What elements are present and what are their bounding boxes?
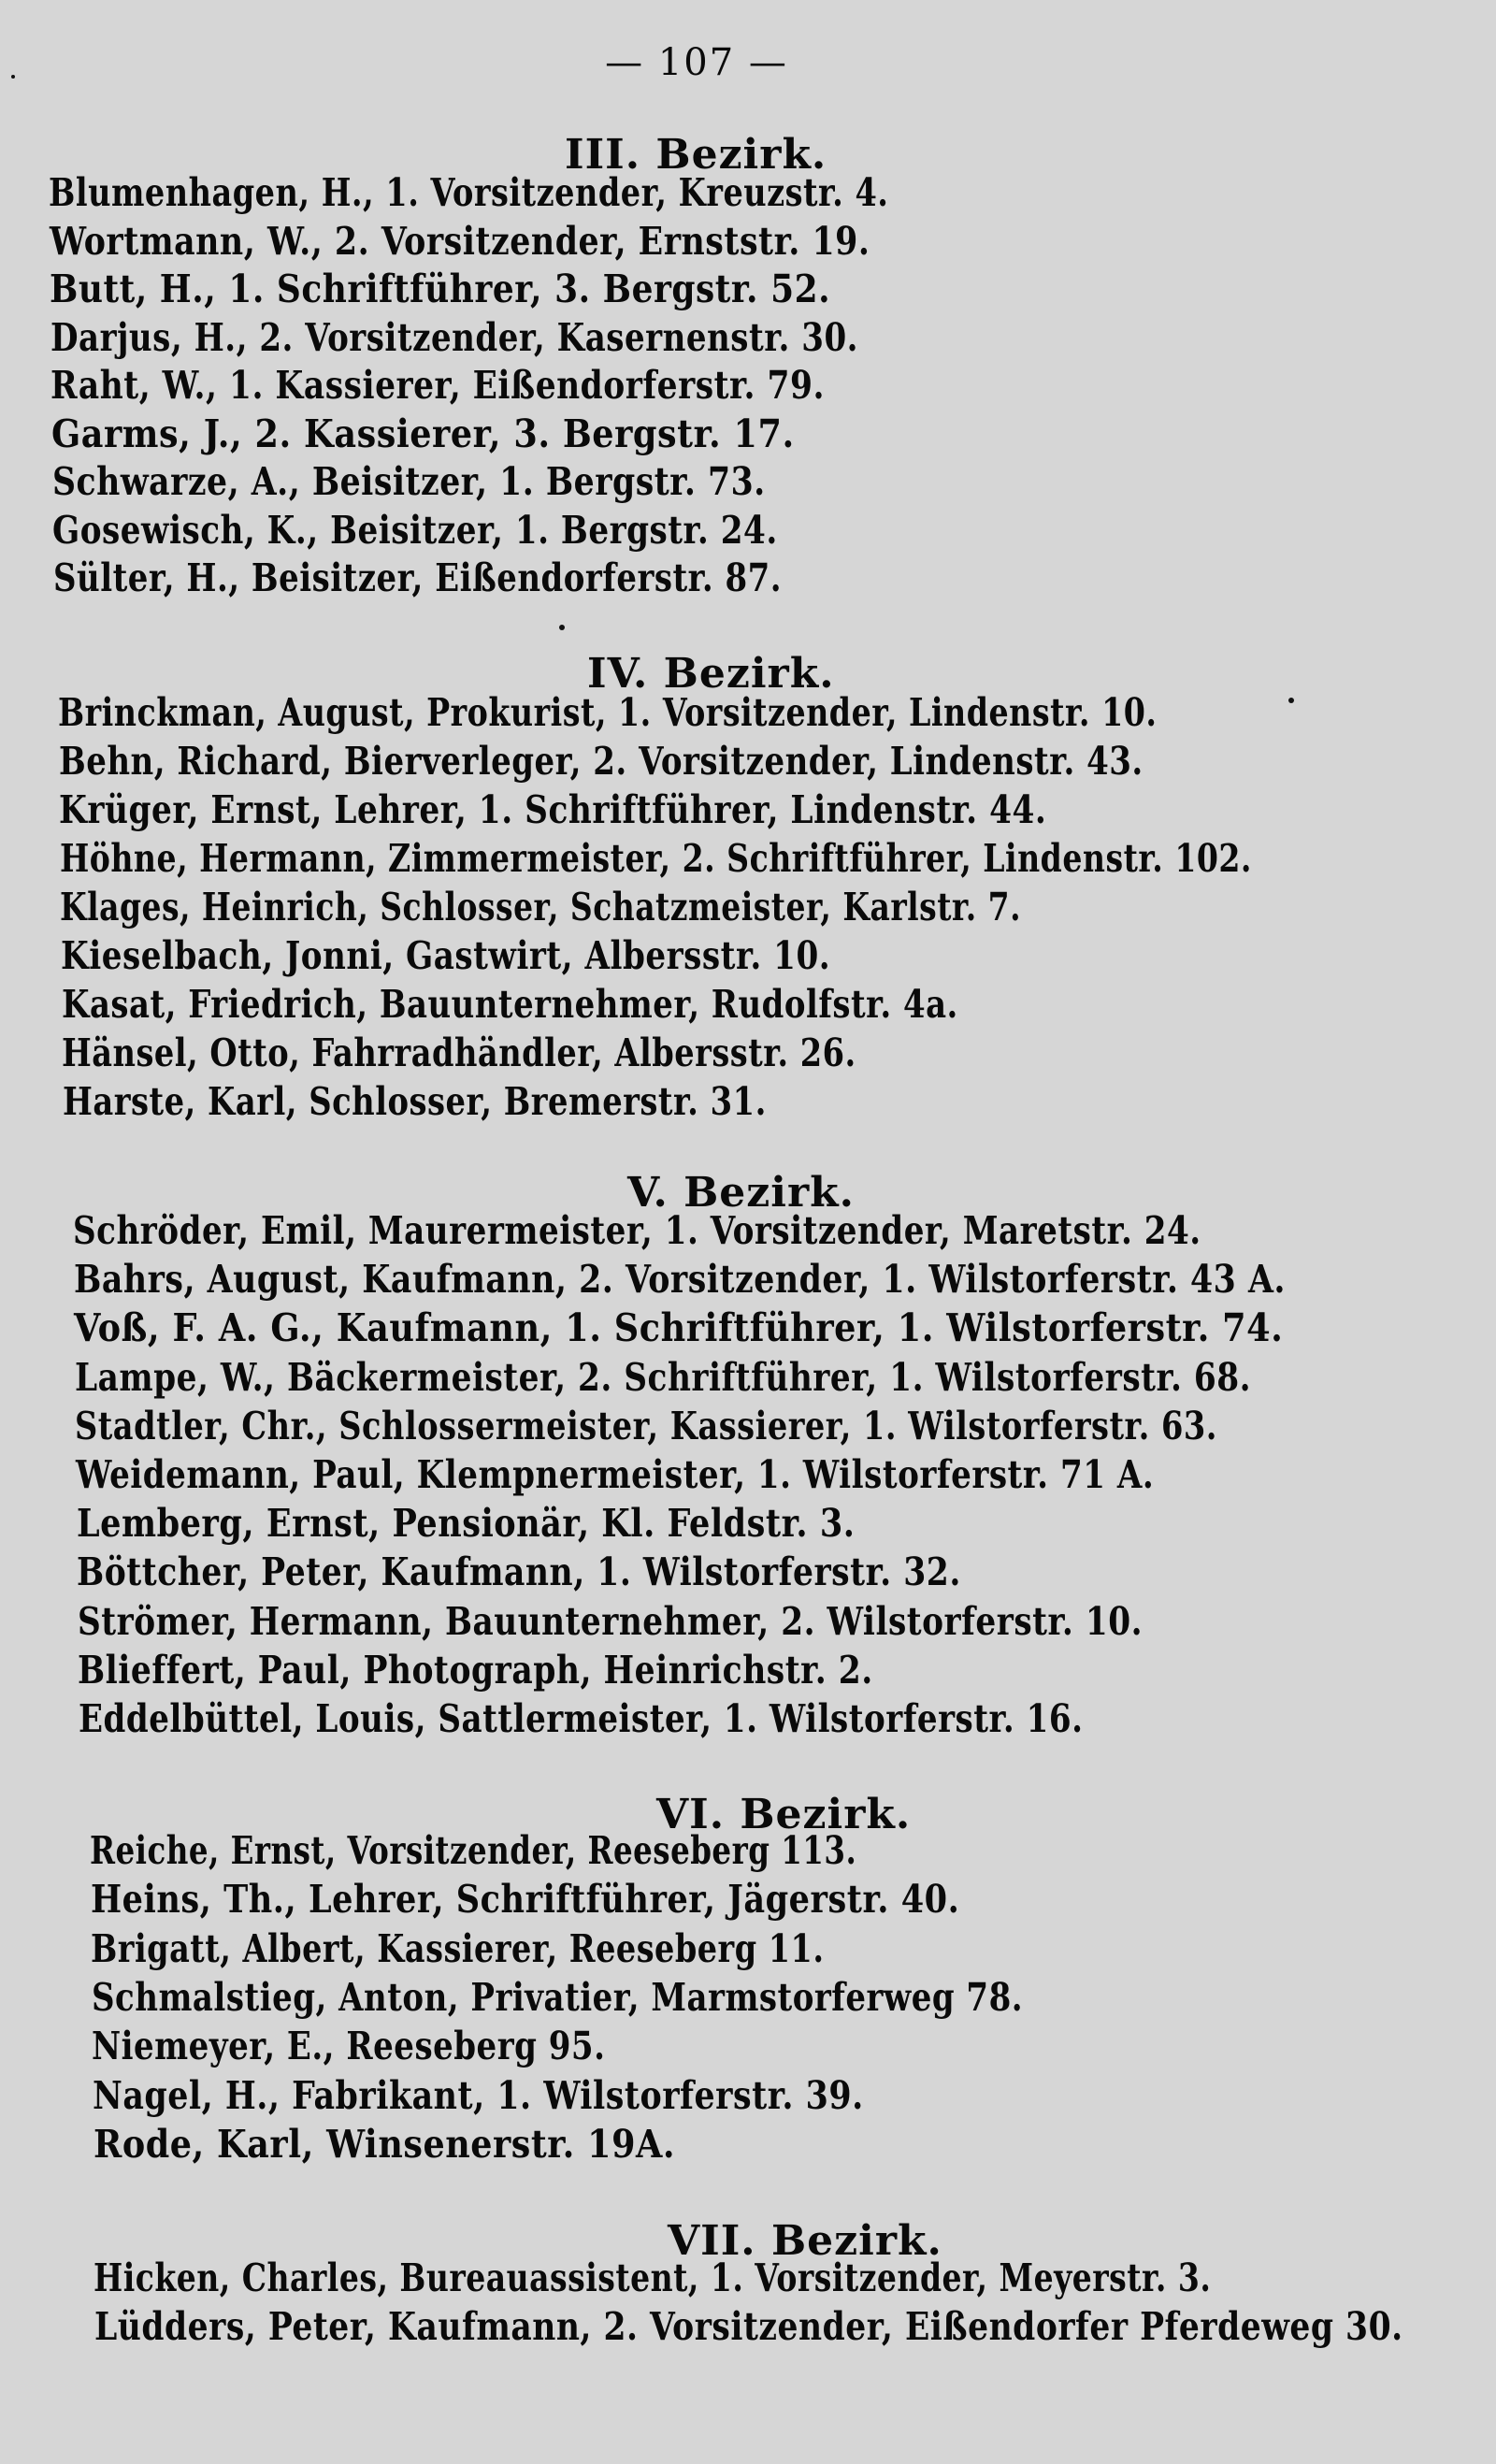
entry: Kasat, Friedrich, Bauunternehmer, Rudolfstr. 4a.: [61, 982, 958, 1027]
scan-speck: [1288, 698, 1294, 703]
entry: Harste, Karl, Schlosser, Bremerstr. 31.: [62, 1079, 767, 1124]
entry: Schröder, Emil, Maurermeister, 1. Vorsitzender, Maretstr. 24.: [73, 1208, 1201, 1253]
entry: Blumenhagen, H., 1. Vorsitzender, Kreuzstr. 4.: [49, 170, 889, 215]
entry: Raht, W., 1. Kassierer, Eißendorferstr. 79.: [50, 363, 826, 408]
entry: Sülter, H., Beisitzer, Eißendorferstr. 87.: [52, 555, 782, 600]
entry: Schwarze, A., Beisitzer, 1. Bergstr. 73.: [51, 459, 766, 504]
section-heading-iv: IV. Bezirk.: [587, 650, 835, 698]
page-number: — 107 —: [605, 41, 788, 84]
entry: Lemberg, Ernst, Pensionär, Kl. Feldstr. 3.: [76, 1501, 856, 1546]
entry: Hicken, Charles, Bureauassistent, 1. Vorsitzender, Meyerstr. 3.: [94, 2255, 1212, 2300]
entry: Garms, J., 2. Kassierer, 3. Bergstr. 17.: [51, 411, 795, 456]
entry: Brigatt, Albert, Kassierer, Reeseberg 11.: [91, 1926, 825, 1971]
section-heading-vi: VI. Bezirk.: [656, 1791, 912, 1838]
entry: Lüdders, Peter, Kaufmann, 2. Vorsitzender, Eißendorfer Pferdeweg 30.: [94, 2304, 1403, 2349]
entry: Lampe, W., Bäckermeister, 2. Schriftführer, 1. Wilstorferstr. 68.: [74, 1355, 1251, 1400]
section-heading-vii: VII. Bezirk.: [668, 2217, 942, 2265]
entry: Behn, Richard, Bierverleger, 2. Vorsitzender, Lindenstr. 43.: [58, 739, 1144, 784]
entry: Böttcher, Peter, Kaufmann, 1. Wilstorferstr. 32.: [77, 1549, 962, 1594]
entry: Voß, F. A. G., Kaufmann, 1. Schriftführer, 1. Wilstorferstr. 74.: [74, 1305, 1284, 1350]
section-heading-iii: III. Bezirk.: [565, 131, 827, 179]
entry: Hänsel, Otto, Fahrradhändler, Albersstr. 26.: [62, 1030, 856, 1075]
entry: Brinckman, August, Prokurist, 1. Vorsitzender, Lindenstr. 10.: [58, 690, 1158, 735]
entry: Höhne, Hermann, Zimmermeister, 2. Schriftführer, Lindenstr. 102.: [59, 836, 1252, 881]
entry: Niemeyer, E., Reeseberg 95.: [92, 2024, 606, 2068]
entry: Nagel, H., Fabrikant, 1. Wilstorferstr. 39.: [93, 2073, 864, 2118]
entry: Klages, Heinrich, Schlosser, Schatzmeister, Karlstr. 7.: [60, 885, 1022, 929]
entry: Wortmann, W., 2. Vorsitzender, Ernststr. 19.: [49, 219, 870, 264]
entry: Schmalstieg, Anton, Privatier, Marmstorferweg 78.: [91, 1975, 1023, 2020]
entry: Rode, Karl, Winsenerstr. 19A.: [93, 2122, 675, 2167]
section-heading-v: V. Bezirk.: [627, 1169, 855, 1217]
entry: Weidemann, Paul, Klempnermeister, 1. Wilstorferstr. 71 A.: [76, 1452, 1155, 1497]
scan-speck: [559, 625, 565, 630]
entry: Darjus, H., 2. Vorsitzender, Kasernenstr. 30.: [50, 315, 858, 360]
entry: Reiche, Ernst, Vorsitzender, Reeseberg 113.: [90, 1828, 857, 1873]
entry: Strömer, Hermann, Bauunternehmer, 2. Wilstorferstr. 10.: [77, 1599, 1143, 1644]
entry: Eddelbüttel, Louis, Sattlermeister, 1. Wilstorferstr. 16.: [79, 1696, 1084, 1741]
entry: Blieffert, Paul, Photograph, Heinrichstr. 2.: [78, 1648, 874, 1693]
entry: Butt, H., 1. Schriftführer, 3. Bergstr. 52.: [50, 267, 831, 311]
entry: Heins, Th., Lehrer, Schriftführer, Jägerstr. 40.: [90, 1877, 959, 1922]
entry: Kieselbach, Jonni, Gastwirt, Albersstr. 10.: [61, 933, 831, 978]
entry: Krüger, Ernst, Lehrer, 1. Schriftführer, Lindenstr. 44.: [59, 787, 1047, 832]
scan-speck: [11, 75, 15, 79]
entry: Stadtler, Chr., Schlossermeister, Kassierer, 1. Wilstorferstr. 63.: [75, 1404, 1218, 1448]
entry: Bahrs, August, Kaufmann, 2. Vorsitzender, 1. Wilstorferstr. 43 A.: [73, 1257, 1286, 1302]
entry: Gosewisch, K., Beisitzer, 1. Bergstr. 24.: [52, 508, 778, 553]
